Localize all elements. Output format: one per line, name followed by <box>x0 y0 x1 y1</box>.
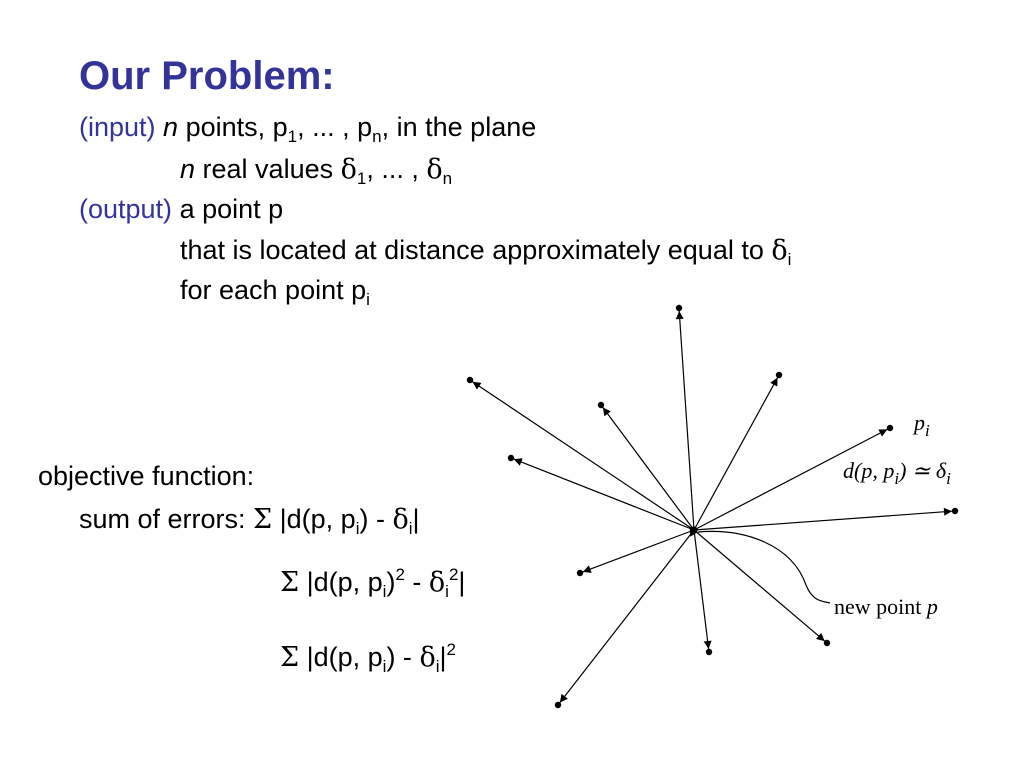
subscript: i <box>894 469 900 488</box>
output-text: a point p <box>172 194 284 224</box>
p-symbol: p <box>914 410 925 435</box>
subscript: i <box>408 519 413 538</box>
superscript: 2 <box>446 640 456 659</box>
distance-text: that is located at distance approximately equal to <box>180 235 772 265</box>
ray-group <box>467 305 958 708</box>
formula-text: ) <box>386 567 396 597</box>
distance-text: d(p, p <box>843 458 895 483</box>
input-point <box>824 640 830 646</box>
n-symbol: n <box>163 112 179 142</box>
input-point <box>706 649 712 655</box>
formula-text: - <box>404 567 429 597</box>
input-point <box>676 305 682 311</box>
subscript: n <box>442 169 453 188</box>
subscript: 1 <box>356 169 367 188</box>
label-new-point <box>834 594 938 620</box>
subscript: i <box>435 657 440 676</box>
input-point <box>776 372 782 378</box>
label-p-i <box>914 410 930 440</box>
formula-text: | <box>439 642 447 672</box>
superscript: 2 <box>395 565 405 584</box>
input-point <box>887 425 893 431</box>
subscript: i <box>382 582 387 601</box>
n-symbol: n <box>180 154 196 184</box>
subscript: i <box>787 250 792 269</box>
new-point-text: new point <box>834 594 927 619</box>
points-text: , ... , p <box>297 112 373 142</box>
input-point <box>598 402 604 408</box>
distance-ray <box>694 530 709 649</box>
subscript: i <box>925 421 930 440</box>
delta-symbol: δ <box>392 504 409 535</box>
input-point <box>508 455 514 461</box>
formula-text: ) - <box>386 642 420 672</box>
values-text: , ... , <box>366 154 427 184</box>
delta-symbol: δ <box>428 567 446 598</box>
objective-heading: objective function: <box>38 461 255 491</box>
formula-text: | <box>412 504 420 534</box>
delta-symbol: δ <box>771 235 788 266</box>
subscript: i <box>445 582 449 601</box>
input-tag: (input) <box>79 112 156 142</box>
center-point-p <box>691 527 698 534</box>
input-point <box>952 508 958 514</box>
delta-symbol: δ <box>426 154 443 185</box>
p-symbol: p <box>926 594 938 619</box>
points-text: points, p <box>178 112 288 142</box>
input-point <box>467 377 473 383</box>
distance-text: ) ≃ δ <box>899 458 947 483</box>
formula-text: ) - <box>359 504 393 534</box>
delta-symbol: δ <box>419 642 436 673</box>
formula-text: |d(p, p <box>299 642 383 672</box>
distance-ray <box>473 382 695 530</box>
sigma-symbol: Σ <box>253 504 273 535</box>
subscript: n <box>372 127 382 146</box>
subscript: i <box>382 657 387 676</box>
sigma-symbol: Σ <box>280 567 300 598</box>
distance-ray <box>694 530 825 641</box>
values-text: real values <box>195 154 341 184</box>
input-point <box>577 570 583 576</box>
sum-label: sum of errors: <box>79 504 254 534</box>
sigma-symbol: Σ <box>280 642 300 673</box>
subscript: i <box>946 469 951 488</box>
distance-ray <box>694 511 952 530</box>
distance-ray <box>694 378 778 530</box>
slide-title: Our Problem: <box>79 54 335 98</box>
label-distance-approx <box>843 458 951 488</box>
each-point-text: for each point p <box>180 275 367 305</box>
subscript: i <box>366 290 370 309</box>
subscript: 1 <box>287 127 298 146</box>
points-text: , in the plane <box>381 112 537 142</box>
superscript: 2 <box>448 565 459 584</box>
distance-ray <box>679 311 694 530</box>
output-tag: (output) <box>79 194 173 224</box>
new-point-pointer <box>698 531 830 603</box>
subscript: i <box>355 519 360 538</box>
formula-text: |d(p, p <box>272 504 356 534</box>
input-point <box>555 702 561 708</box>
formula-text: | <box>458 567 466 597</box>
delta-symbol: δ <box>340 154 357 185</box>
formula-text: |d(p, p <box>299 567 383 597</box>
